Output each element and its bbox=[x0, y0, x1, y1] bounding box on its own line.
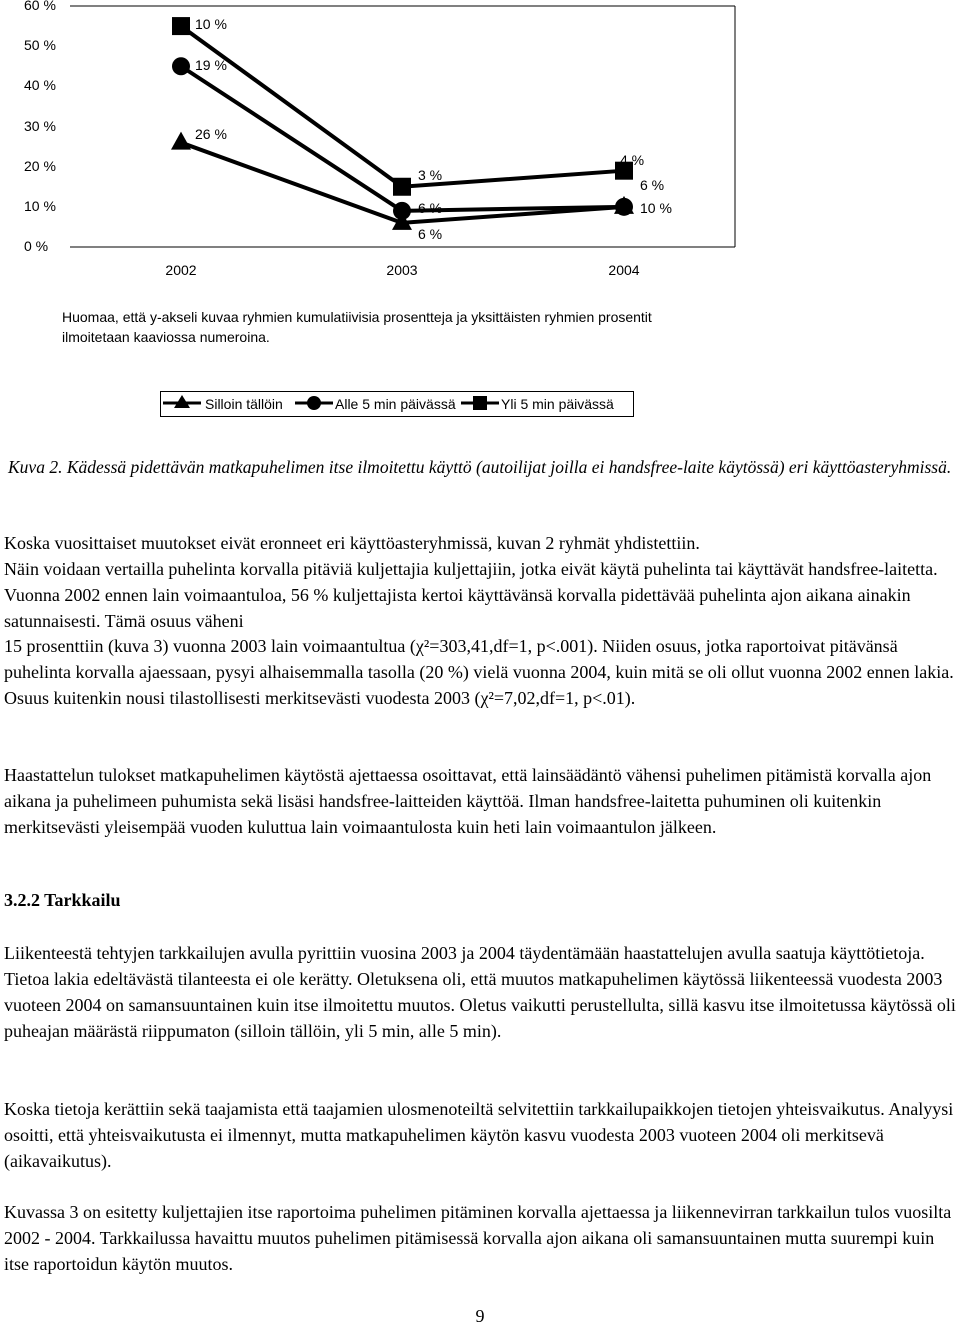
legend-label-yli5: Yli 5 min päivässä bbox=[501, 396, 614, 412]
legend-swatch-triangle bbox=[163, 395, 201, 408]
data-label: 6 % bbox=[418, 226, 443, 242]
section-heading: 3.2.2 Tarkkailu bbox=[4, 890, 121, 910]
figure-caption: Kuva 2. Kädessä pidettävän matkapuhelimen itse ilmoitettu käyttö (autoilijat joilla ei handsfree-laite käytössä) eri käyttöasteryhmissä. bbox=[8, 457, 952, 477]
chart-plot bbox=[0, 0, 960, 290]
data-point-square bbox=[172, 17, 190, 35]
paragraph-5: Liikenteestä tehtyjen tarkkailujen avulla pyrittiin vuosina 2003 ja 2004 täydentämään haastattelujen avulla saatuja käyttötietoja. Tietoa lakia edeltävästä tilanteesta ei ole kerätty. Oletuksena oli, että muutos matkapuhelimen käytössä liikenteessä vuodesta 2003 vuoteen 2004 on samansuuntainen kuin itse ilmoitettu muutos. Oletus vaikutti perustellulta, sillä kasvu itse ilmoitetussa käytössä oli puheajan määrästä riippumaton (silloin tällöin, yli 5 min, alle 5 min). bbox=[4, 943, 956, 1041]
data-point-circle bbox=[172, 57, 190, 75]
page-number: 9 bbox=[475, 1306, 485, 1326]
legend-swatch-circle bbox=[295, 396, 333, 410]
y-tick-label: 50 % bbox=[24, 37, 56, 54]
data-point-circle bbox=[393, 202, 411, 220]
legend-swatch-square bbox=[461, 396, 499, 410]
data-label: 6 % bbox=[640, 177, 665, 193]
x-tick-label: 2004 bbox=[608, 262, 640, 278]
data-label: 3 % bbox=[418, 167, 443, 183]
y-tick-label: 10 % bbox=[24, 197, 56, 214]
legend-label-silloin: Silloin tällöin bbox=[205, 396, 283, 412]
y-tick-label: 0 % bbox=[24, 238, 49, 254]
x-tick-label: 2003 bbox=[386, 262, 418, 278]
paragraph-6: Koska tietoja kerättiin sekä taajamista että taajamien ulosmenoteiltä selvitettiin tarkkailupaikkojen tietojen yhteisvaikutus. Analyysi osoitti, että yhteisvaikutusta ei ilmennyt, mutta matkapuhelimen käytön kasvu vuodesta 2003 vuoteen 2004 oli merkitsevä (aikavaikutus). bbox=[4, 1099, 954, 1171]
chart-note: Huomaa, että y-akseli kuvaa ryhmien kumulatiivisia prosentteja ja yksittäisten ryhmien prosentit ilmoitetaan kaaviossa numeroina. bbox=[62, 309, 652, 345]
data-label: 26 % bbox=[195, 126, 227, 142]
paragraph-1: Koska vuosittaiset muutokset eivät eronneet eri käyttöasteryhmissä, kuvan 2 ryhmät yhdistettiin. bbox=[4, 533, 700, 553]
data-point-triangle bbox=[171, 132, 191, 150]
series-line-square bbox=[181, 26, 624, 187]
data-label: 10 % bbox=[195, 16, 227, 32]
paragraph-4: Haastattelun tulokset matkapuhelimen käytöstä ajettaessa osoittavat, että lainsäädäntö vähensi puhelimen pitämistä korvalla ajon aikana ja puhelimeen puhumista sekä lisäsi handsfree-laitteiden käyttöä. Ilman handsfree-laitetta puhuminen oli kuitenkin merkitsevästi yleisempää vuoden kuluttua lain voimaantulosta kuin heti lain voimaantulon jälkeen. bbox=[4, 765, 932, 837]
legend-label-alle5: Alle 5 min päivässä bbox=[335, 396, 456, 412]
data-label: 19 % bbox=[195, 57, 227, 73]
y-tick-label: 40 % bbox=[24, 77, 56, 94]
paragraph-7: Kuvassa 3 on esitetty kuljettajien itse raportoima puhelimen pitäminen korvalla ajettaessa ja liikennevirran tarkkailun tulos vuosilta 2002 - 2004. Tarkkailussa havaittu muutos puhelimen pitämisessä korvalla ajon aikana oli samansuuntainen mutta suurempi kuin itse raportoidun käytön muutos. bbox=[4, 1202, 952, 1274]
y-tick-label: 60 % bbox=[24, 0, 56, 13]
x-tick-label: 2002 bbox=[165, 262, 197, 278]
data-point-square bbox=[393, 178, 411, 196]
chart bbox=[0, 0, 960, 290]
data-point-circle bbox=[615, 198, 633, 216]
data-label: 10 % bbox=[640, 200, 672, 216]
paragraph-2: Näin voidaan vertailla puhelinta korvalla pitäviä kuljettajia kuljettajiin, jotka eivät käytä puhelinta tai käyttävät handsfree-laitetta. Vuonna 2002 ennen lain voimaantuloa, 56 % kuljettajista kertoi käyttävänsä korvalla pidettävää puhelinta ajon aikana ainakin satunnaisesti. Tämä osuus väheni bbox=[4, 559, 938, 631]
data-label: 6 % bbox=[418, 200, 443, 216]
y-tick-label: 20 % bbox=[24, 157, 56, 174]
y-tick-label: 30 % bbox=[24, 117, 56, 134]
chart-legend bbox=[160, 391, 634, 417]
paragraph-3: 15 prosenttiin (kuva 3) vuonna 2003 lain voimaantultua (χ²=303,41,df=1, p<.001). Niiden osuus, jotka raportoivat pitävänsä puhelinta korvalla ajaessaan, pysyi alhaisemmalla tasolla (20 %) vielä vuonna 2004, kuin mitä se oli ollut vuonna 2002 ennen lakia. Osuus kuitenkin nousi tilastollisesti merkitsevästi vuodesta 2003 (χ²=7,02,df=1, p<.01). bbox=[4, 636, 954, 708]
data-label: 4 % bbox=[620, 152, 645, 168]
